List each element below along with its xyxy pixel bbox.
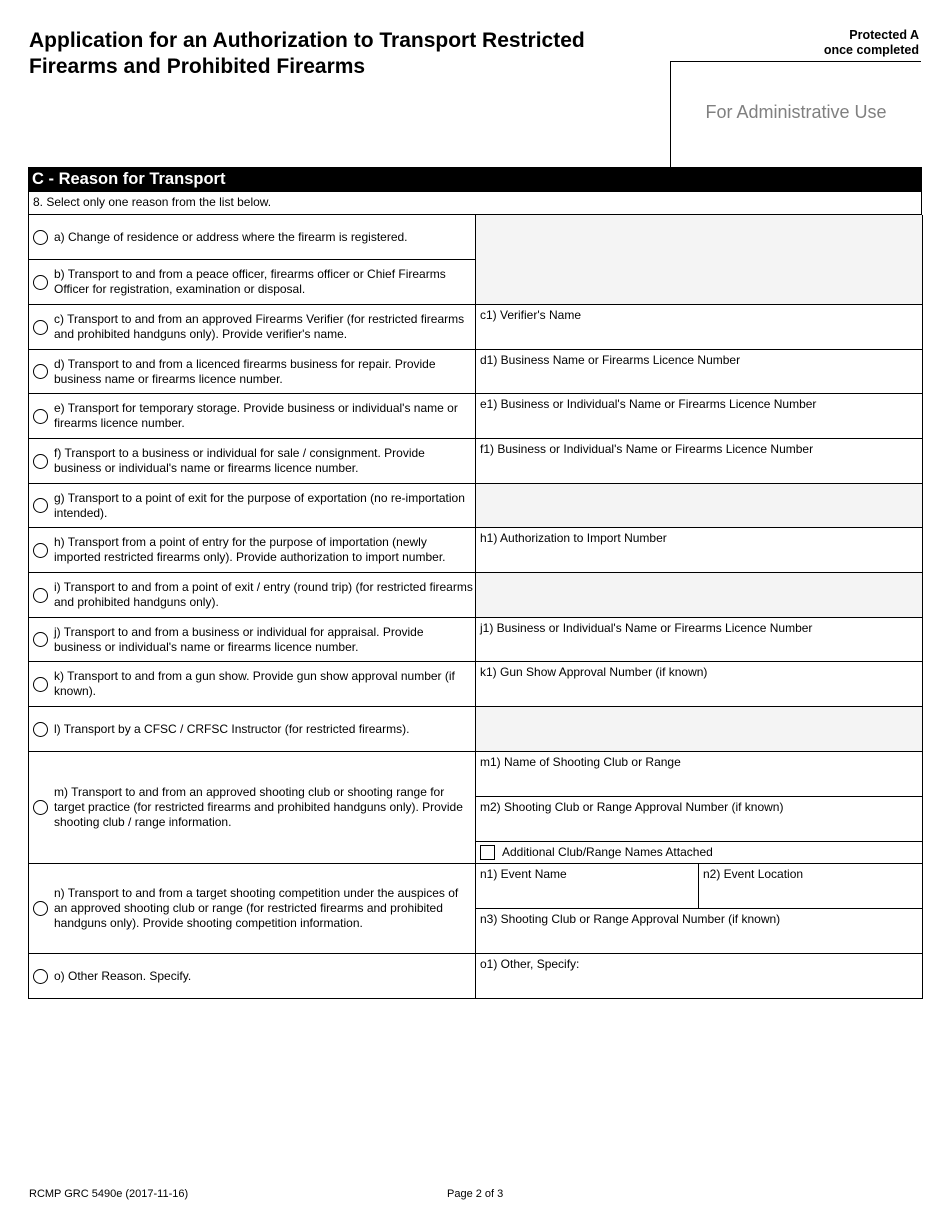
appraisal-name-label: j1) Business or Individual's Name or Firearms Licence Number xyxy=(480,621,813,635)
reason-row-g xyxy=(29,484,476,528)
reason-row-k xyxy=(29,662,476,707)
reason-row-m xyxy=(29,752,476,864)
additional-names-row xyxy=(476,842,922,864)
reason-h-label: h) Transport from a point of entry for the purpose of importation (newly imported restricted firearms only). Provide authorization to import number. xyxy=(54,535,446,564)
reason-j-radio[interactable] xyxy=(33,632,48,647)
reason-n-radio[interactable] xyxy=(33,901,48,916)
event-location-label: n2) Event Location xyxy=(703,867,804,881)
reason-l-radio[interactable] xyxy=(33,722,48,737)
other-specify-field[interactable] xyxy=(476,954,923,999)
page-title-line-1: Application for an Authorization to Transport Restricted xyxy=(29,29,585,52)
protected-line-2: once completed xyxy=(823,43,919,57)
page-title-line-2: Firearms and Prohibited Firearms xyxy=(29,55,366,78)
gun-show-number-field[interactable] xyxy=(476,662,923,707)
reason-table xyxy=(28,214,922,999)
reason-i-blank-field xyxy=(476,573,923,618)
competition-approval-field[interactable] xyxy=(476,909,922,954)
page-title xyxy=(29,28,649,80)
protected-line-1: Protected A xyxy=(849,28,919,42)
reason-d-radio[interactable] xyxy=(33,364,48,379)
reason-f-label: f) Transport to a business or individual for sale / consignment. Provide business or individual's name or firearms licence number. xyxy=(54,446,425,475)
additional-names-label: Additional Club/Range Names Attached xyxy=(502,845,713,859)
shooting-club-name-label: m1) Name of Shooting Club or Range xyxy=(480,755,681,769)
reason-a-label: a) Change of residence or address where the firearm is registered. xyxy=(54,229,408,244)
additional-names-checkbox[interactable] xyxy=(480,845,495,860)
storage-name-field[interactable] xyxy=(476,394,923,439)
reason-o-label: o) Other Reason. Specify. xyxy=(54,968,192,983)
shooting-club-approval-label: m2) Shooting Club or Range Approval Number (if known) xyxy=(480,800,784,814)
verifier-name-label: c1) Verifier's Name xyxy=(480,308,581,322)
reason-h-radio[interactable] xyxy=(33,543,48,558)
reason-row-o xyxy=(29,954,476,999)
storage-name-label: e1) Business or Individual's Name or Firearms Licence Number xyxy=(480,397,817,411)
event-name-label: n1) Event Name xyxy=(480,867,567,881)
reason-row-e xyxy=(29,394,476,439)
reason-b-label: b) Transport to and from a peace officer, firearms officer or Chief Firearms Officer for registration, examination or disposal. xyxy=(54,267,446,296)
reason-e-radio[interactable] xyxy=(33,409,48,424)
reason-o-radio[interactable] xyxy=(33,969,48,984)
reason-c-label: c) Transport to and from an approved Firearms Verifier (for restricted firearms and prohibited handguns only). Provide verifier's name. xyxy=(54,312,465,341)
competition-fields xyxy=(476,864,923,954)
section-header: C - Reason for Transport xyxy=(28,167,922,192)
reason-a-radio[interactable] xyxy=(33,230,48,245)
reason-g-label: g) Transport to a point of exit for the purpose of exportation (no re-importation intended). xyxy=(54,490,465,520)
sale-name-label: f1) Business or Individual's Name or Firearms Licence Number xyxy=(480,442,814,456)
other-specify-label: o1) Other, Specify: xyxy=(480,957,580,971)
reason-e-label: e) Transport for temporary storage. Provide business or individual's name or firearms licence number. xyxy=(54,401,458,430)
reason-row-j xyxy=(29,618,476,662)
reason-g-blank-field xyxy=(476,484,923,528)
shooting-club-name-field[interactable] xyxy=(476,752,922,797)
gun-show-number-label: k1) Gun Show Approval Number (if known) xyxy=(480,665,708,679)
administrative-use-label: For Administrative Use xyxy=(705,102,887,122)
reason-row-f xyxy=(29,439,476,484)
administrative-use-box xyxy=(670,61,921,167)
event-name-field[interactable] xyxy=(476,864,699,908)
reason-f-radio[interactable] xyxy=(33,454,48,469)
reason-j-label: j) Transport to and from a business or individual for appraisal. Provide business or individual's name or firearms licence number. xyxy=(54,624,424,654)
reason-g-radio[interactable] xyxy=(33,498,48,513)
appraisal-name-field[interactable] xyxy=(476,618,923,662)
form-identifier: RCMP GRC 5490e (2017-11-16) xyxy=(29,1188,189,1200)
reason-l-label: l) Transport by a CFSC / CRFSC Instructor (for restricted firearms). xyxy=(54,721,410,736)
shooting-club-approval-field[interactable] xyxy=(476,797,922,842)
sale-name-field[interactable] xyxy=(476,439,923,484)
reason-i-radio[interactable] xyxy=(33,588,48,603)
repair-business-label: d1) Business Name or Firearms Licence Number xyxy=(480,353,741,367)
import-authorization-field[interactable] xyxy=(476,528,923,573)
reason-row-h xyxy=(29,528,476,573)
import-authorization-label: h1) Authorization to Import Number xyxy=(480,531,667,545)
page-number: Page 2 of 3 xyxy=(447,1188,504,1200)
reason-k-radio[interactable] xyxy=(33,677,48,692)
reason-l-blank-field xyxy=(476,707,923,752)
reason-row-c xyxy=(29,305,476,350)
event-location-field[interactable] xyxy=(699,864,807,908)
reason-k-label: k) Transport to and from a gun show. Provide gun show approval number (if known). xyxy=(54,669,455,698)
reason-n-label: n) Transport to and from a target shooting competition under the auspices of an approved shooting club or range (for restricted firearms and prohibited handguns only). Provide shooting competition information. xyxy=(54,886,459,930)
reason-row-i xyxy=(29,573,476,618)
reason-m-label: m) Transport to and from an approved shooting club or shooting range for target practice (for restricted firearms and prohibited handguns only). Provide shooting club / range information. xyxy=(54,785,463,829)
reason-row-a xyxy=(29,215,476,260)
reason-c-radio[interactable] xyxy=(33,320,48,335)
event-fields-row xyxy=(476,864,922,909)
section-instruction: 8. Select only one reason from the list below. xyxy=(28,192,922,215)
reason-row-d xyxy=(29,350,476,394)
reason-d-label: d) Transport to and from a licenced firearms business for repair. Provide business name or firearms licence number. xyxy=(54,356,436,386)
competition-approval-label: n3) Shooting Club or Range Approval Number (if known) xyxy=(480,912,781,926)
reason-row-n xyxy=(29,864,476,954)
reason-i-label: i) Transport to and from a point of exit / entry (round trip) (for restricted firearms and prohibited handguns only). xyxy=(54,580,473,609)
protected-notice xyxy=(824,28,919,58)
reason-b-radio[interactable] xyxy=(33,275,48,290)
reason-ab-blank-field xyxy=(476,215,923,305)
shooting-club-fields xyxy=(476,752,923,864)
repair-business-field[interactable] xyxy=(476,350,923,394)
reason-row-b xyxy=(29,260,476,305)
verifier-name-field[interactable] xyxy=(476,305,923,350)
reason-row-l xyxy=(29,707,476,752)
reason-m-radio[interactable] xyxy=(33,800,48,815)
